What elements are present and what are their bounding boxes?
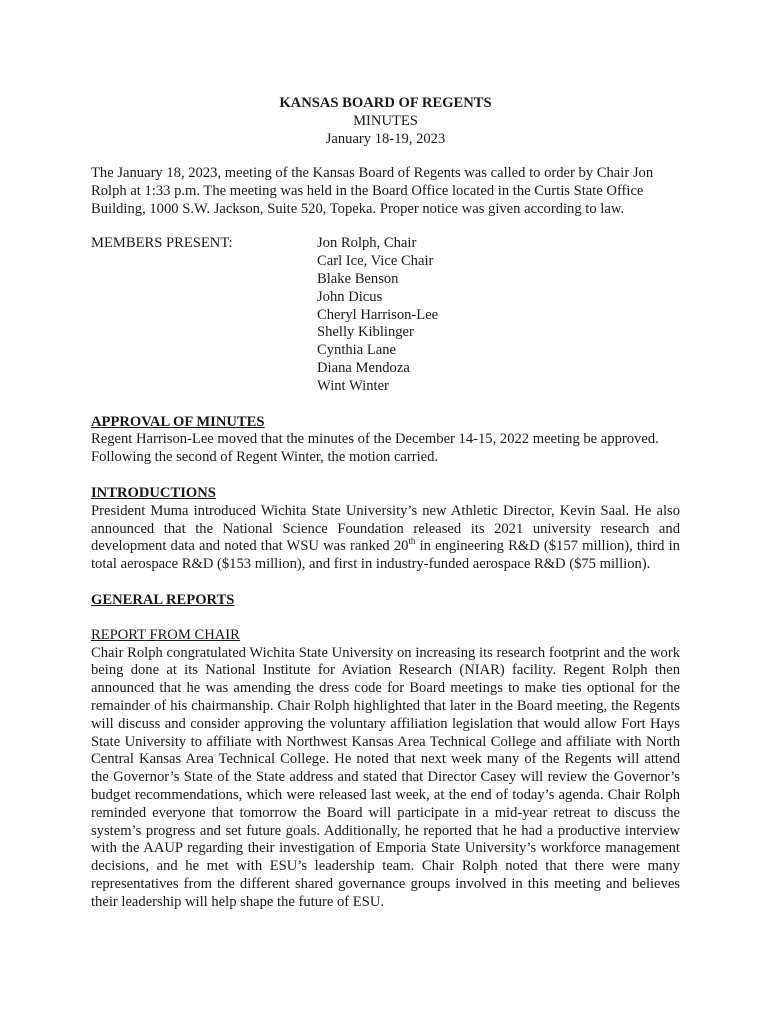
member-name: John Dicus xyxy=(317,288,383,305)
minutes-page xyxy=(91,94,680,929)
general-reports-section xyxy=(91,592,680,912)
chair-report-heading: REPORT FROM CHAIR xyxy=(91,626,240,643)
document-header xyxy=(91,94,680,148)
member-name: Diana Mendoza xyxy=(317,359,410,376)
member-name: Jon Rolph, Chair xyxy=(317,235,417,252)
intro-paragraph: The January 18, 2023, meeting of the Kansas Board of Regents was called to order by Chair Jon Rolph at 1:33 p.m. The meeting was held in the Board Office located in the Curtis State Office Building, 1000 S.W. Jackson, Suite 520, Topeka. Proper notice was given according to law. xyxy=(91,165,654,217)
ordinal-suffix: th xyxy=(408,536,416,547)
introductions-text-start: President Muma introduced Wichita State University’s new Athletic Director, Kevin Saal. He also announced that the National Science Foundation released its 2021 university research and development data and noted that WSU was ranked 20 xyxy=(91,502,680,555)
approval-section xyxy=(91,414,680,467)
meeting-dates: January 18-19, 2023 xyxy=(325,131,446,147)
member-name: Blake Benson xyxy=(317,270,399,287)
member-name: Carl Ice, Vice Chair xyxy=(317,253,434,270)
member-name: Wint Winter xyxy=(317,377,389,394)
chair-report-text: Chair Rolph congratulated Wichita State University on increasing its research footprint and the work being done at its National Institute for Aviation Research (NIAR) facility. Regent Rolph then announced that he was amending the dress code for Board meetings to make ties optional for the remainder of his chairmanship. Chair Rolph highlighted that later in the Board meeting, the Regents will discuss and consider approving the voluntary affiliation legislation that would allow Fort Hays State University to affiliate with Northwest Kansas Area Technical College and affiliate with North Central Kansas Area Technical College. He noted that next week many of the Regents will attend the Governor’s State of the State address and stated that Director Casey will review the Governor’s budget recommendations, which were released last week, at the end of today’s agenda. Chair Rolph reminded everyone that tomorrow the Board will participate in a mid-year retreat to discuss the system’s progress and set future goals. Additionally, he reported that he had a productive interview with the AAUP regarding their investigation of Emporia State University’s workforce management decisions, and he met with ESU’s leadership team. Chair Rolph noted that there were many representatives from the different shared governance groups involved in this meeting and believes their leadership will help shape the future of ESU. xyxy=(91,644,680,910)
introductions-section xyxy=(91,485,680,574)
members-list xyxy=(317,235,438,395)
introductions-text xyxy=(91,503,680,574)
document-type: MINUTES xyxy=(353,113,418,129)
members-present xyxy=(91,235,680,395)
general-reports-heading: GENERAL REPORTS xyxy=(91,591,235,608)
introductions-heading: INTRODUCTIONS xyxy=(91,484,216,501)
approval-text: Regent Harrison-Lee moved that the minutes of the December 14-15, 2022 meeting be approved. Following the second of Regent Winter, the motion carried. xyxy=(91,431,659,466)
organization-title: KANSAS BOARD OF REGENTS xyxy=(279,95,492,111)
member-name: Cheryl Harrison-Lee xyxy=(317,306,439,323)
introductions-text-end: in engineering R&D ($157 million), third in total aerospace R&D ($153 million), and first in industry-funded aerospace R&D ($75 million). xyxy=(91,538,680,573)
approval-heading: APPROVAL OF MINUTES xyxy=(91,413,265,430)
member-name: Cynthia Lane xyxy=(317,342,397,359)
members-label: MEMBERS PRESENT: xyxy=(91,235,233,252)
member-name: Shelly Kiblinger xyxy=(317,324,414,341)
